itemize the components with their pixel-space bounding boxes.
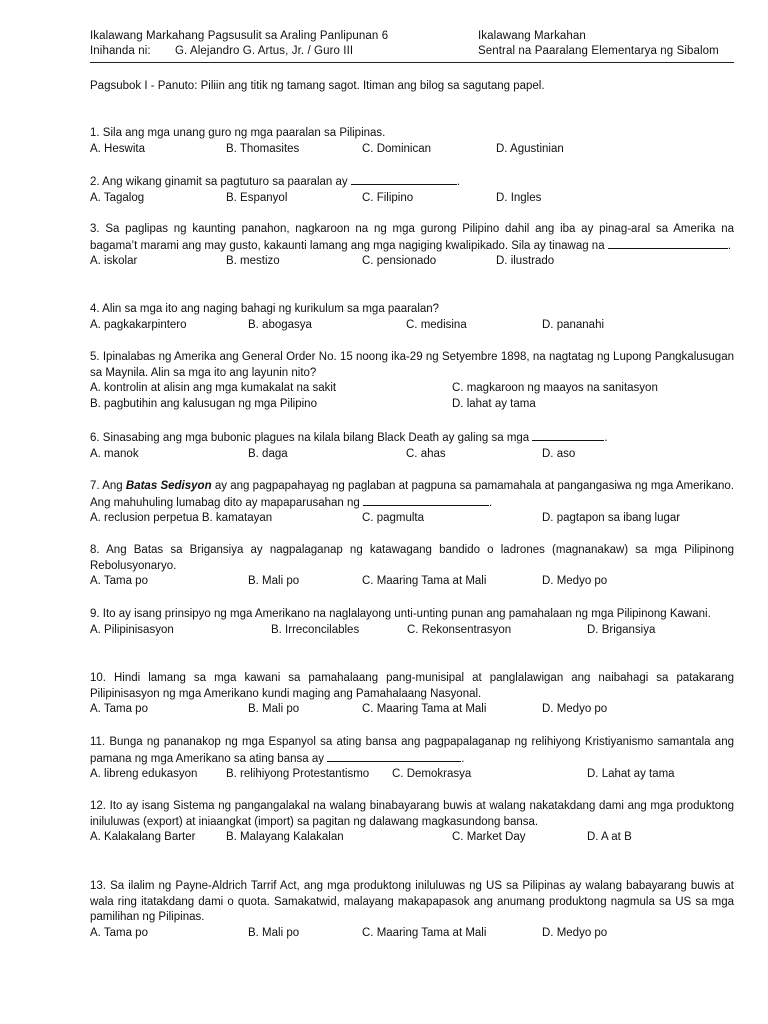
stem-end: . — [456, 176, 461, 188]
question-stem — [90, 430, 734, 447]
choice-a: A. kontrolin at alisin ang mga kumakalat na sakit — [90, 382, 337, 395]
quarter-label: Ikalawang Markahan — [478, 30, 586, 42]
choice-d: D. Agustinian — [496, 142, 564, 155]
teacher-name: G. Alejandro G. Artus, Jr. / Guro III — [175, 45, 354, 57]
choice-c: C. Maaring Tama at Mali — [362, 703, 487, 716]
question-4 — [90, 302, 734, 334]
stem-end: . — [727, 239, 732, 252]
choice-d: D. Brigansiya — [587, 623, 656, 636]
stem-text: 6. Sinasabing ang mga bubonic plagues na kilala bilang Black Death ay galing sa mga — [90, 432, 533, 444]
choice-a: A. Kalakalang Barter — [90, 831, 196, 844]
choices — [90, 623, 734, 639]
choice-b: B. relihiyong Protestantismo — [226, 768, 370, 781]
stem-text: 11. Bunga ng pananakop ng mga Espanyol sa ating bansa ang pagpapalaganap ng relihiyong Kristiyanismo samantala ang pamana ng mga Amerikano sa ating bansa ay — [90, 736, 734, 765]
choices — [90, 381, 734, 397]
choices — [90, 574, 734, 590]
answer-blank — [363, 495, 489, 506]
answer-blank — [608, 238, 728, 249]
choice-a-b: A. reclusion perpetua B. kamatayan — [90, 512, 273, 525]
question-stem — [90, 735, 734, 767]
choice-b: B. Irreconcilables — [271, 623, 360, 636]
choice-c: C. pensionado — [362, 255, 437, 268]
choice-d: D. Medyo po — [542, 926, 608, 939]
choices — [90, 447, 734, 463]
choice-c: C. Demokrasya — [392, 768, 472, 781]
question-11 — [90, 735, 734, 783]
choice-c: C. magkaroon ng maayos na sanitasyon — [452, 382, 658, 395]
choice-b: B. Mali po — [248, 703, 300, 716]
question-stem: 8. Ang Batas sa Brigansiya ay nagpalaganap ng katawagang bandido o ladrones (magnanakaw) sa mga Pilipinong Rebolusyonaryo. — [90, 544, 734, 572]
choice-c: C. medisina — [406, 318, 467, 331]
header-rule — [90, 62, 734, 63]
answer-blank — [351, 174, 457, 185]
choice-d: D. pagtapon sa ibang lugar — [542, 512, 681, 525]
choice-c: C. Dominican — [362, 142, 432, 155]
choices — [90, 830, 734, 846]
question-7 — [90, 479, 734, 527]
choice-d: D. Ingles — [496, 191, 542, 204]
exam-title: Ikalawang Markahang Pagsusulit sa Araling Panlipunan 6 — [90, 30, 389, 42]
choices — [90, 191, 734, 207]
question-stem — [90, 174, 734, 191]
question-10 — [90, 671, 734, 718]
choice-d: D. Medyo po — [542, 575, 608, 588]
choice-a: A. iskolar — [90, 255, 138, 268]
choice-a: A. Heswita — [90, 142, 145, 155]
choice-b: B. Espanyol — [226, 191, 288, 204]
choices — [90, 702, 734, 718]
choice-b: B. Mali po — [248, 575, 300, 588]
question-stem — [90, 222, 734, 254]
stem-end: . — [489, 496, 493, 509]
question-stem: 10. Hindi lamang sa mga kawani sa pamahalaang pang-munisipal at panglalawigan ang naibahagi sa patakarang Pilipinisasyon ng mga Amerikano kundi maging ang Pamahalaang Nasyonal. — [90, 672, 734, 700]
choice-a: A. Tagalog — [90, 191, 145, 204]
choice-b: B. Mali po — [248, 926, 300, 939]
choice-c: C. Maaring Tama at Mali — [362, 926, 487, 939]
stem-text: 7. Ang — [90, 480, 126, 492]
choice-a: A. Tama po — [90, 575, 148, 588]
stem-text: 2. Ang wikang ginamit sa pagtuturo sa paaralan ay — [90, 176, 351, 188]
stem-text: 3. Sa paglipas ng kaunting panahon, nagkaroon na ng mga gurong Pilipino dahil ang iba ay pinag-aral sa Amerika na bagama’t marami ang may gusto, kakaunti lamang ang mga nagiging kwalipikado. Sila ay tinawag na — [90, 223, 734, 252]
choice-c: C. Filipino — [362, 191, 414, 204]
question-stem: 9. Ito ay isang prinsipyo ng mga Amerikano na naglalayong unti-unting punan ang pamahalaan ng mga Pilipinong Kawani. — [90, 608, 711, 620]
emphasized-term: Batas Sedisyon — [125, 480, 212, 492]
question-stem: 4. Alin sa mga ito ang naging bahagi ng kurikulum sa mga paaralan? — [90, 303, 440, 315]
directions: Pagsubok I - Panuto: Piliin ang titik ng tamang sagot. Itiman ang bilog sa sagutang papel. — [90, 80, 545, 92]
question-8 — [90, 543, 734, 590]
choice-b: B. abogasya — [248, 318, 312, 331]
choices — [90, 926, 734, 942]
choices — [90, 254, 734, 270]
choice-a: A. Tama po — [90, 926, 148, 939]
answer-blank — [532, 430, 604, 441]
choice-b: B. Thomasites — [226, 142, 300, 155]
stem-end: . — [461, 752, 465, 765]
stem-text-2: ay ang pagpapahayag ng paglaban at pagpuna sa pamamahala at pangangasiwa ng mga Amerikano. Ang mahuhuling lumabag dito ay mapaparusahan ng — [90, 480, 734, 509]
choice-d: D. aso — [542, 447, 576, 460]
stem-end: . — [604, 432, 608, 444]
choices — [90, 511, 734, 527]
choice-a: A. pagkakarpintero — [90, 318, 187, 331]
question-stem: 12. Ito ay isang Sistema ng pangangalakal na walang binabayarang buwis at walang nakatakdang dami ang mga produktong iniluluwas (export) at iniaangkat (import) sa pagitan ng dalawang magkasundong bansa. — [90, 800, 734, 828]
question-12 — [90, 799, 734, 846]
choice-d: D. Medyo po — [542, 703, 608, 716]
choice-c: C. ahas — [406, 447, 446, 460]
choice-b: B. Malayang Kalakalan — [226, 831, 344, 844]
question-1 — [90, 126, 734, 158]
choice-b: B. daga — [248, 447, 288, 460]
choices — [90, 318, 734, 334]
choice-a: A. Tama po — [90, 703, 148, 716]
choice-b: B. mestizo — [226, 255, 280, 268]
choice-a: A. manok — [90, 447, 139, 460]
question-6 — [90, 430, 734, 463]
choice-d: D. pananahi — [542, 318, 605, 331]
choice-c: C. Maaring Tama at Mali — [362, 575, 487, 588]
choice-b: B. pagbutihin ang kalusugan ng mga Pilipino — [90, 398, 317, 411]
choice-c: C. Market Day — [452, 831, 526, 844]
question-3 — [90, 222, 734, 270]
question-13 — [90, 879, 734, 942]
question-2 — [90, 174, 734, 207]
choice-d: D. Lahat ay tama — [587, 768, 675, 781]
choice-a: A. libreng edukasyon — [90, 768, 198, 781]
choices — [90, 142, 734, 158]
choice-a: A. Pilipinisasyon — [90, 623, 174, 636]
question-9 — [90, 607, 734, 639]
choice-c: C. pagmulta — [362, 512, 425, 525]
choices — [90, 767, 734, 783]
school-name: Sentral na Paaralang Elementarya ng Sibalom — [478, 45, 719, 57]
question-stem: 1. Sila ang mga unang guro ng mga paaralan sa Pilipinas. — [90, 127, 386, 139]
choice-d: D. lahat ay tama — [452, 398, 536, 411]
question-5 — [90, 350, 734, 413]
prepared-by-label: Inihanda ni: — [90, 45, 151, 57]
question-stem — [90, 479, 734, 511]
choices — [90, 397, 734, 413]
choice-c: C. Rekonsentrasyon — [407, 623, 512, 636]
choice-d: D. A at B — [587, 831, 632, 844]
question-stem: 13. Sa ilalim ng Payne-Aldrich Tarrif Act, ang mga produktong iniluluwas ng US sa Pilipinas ay walang babayarang buwis at wala ring itatakdang dami o quota. Samakatwid, malayang makapapasok ang anumang produktong nagmula sa US sa mga pamilihan ng Pilipinas. — [90, 880, 734, 924]
answer-blank — [327, 751, 461, 762]
question-stem: 5. Ipinalabas ng Amerika ang General Order No. 15 noong ika-29 ng Setyembre 1898, na nagtatag ng Lupong Pangkalusugan sa Maynila. Alin sa mga ito ang layunin nito? — [90, 351, 734, 379]
choice-d: D. ilustrado — [496, 255, 555, 268]
